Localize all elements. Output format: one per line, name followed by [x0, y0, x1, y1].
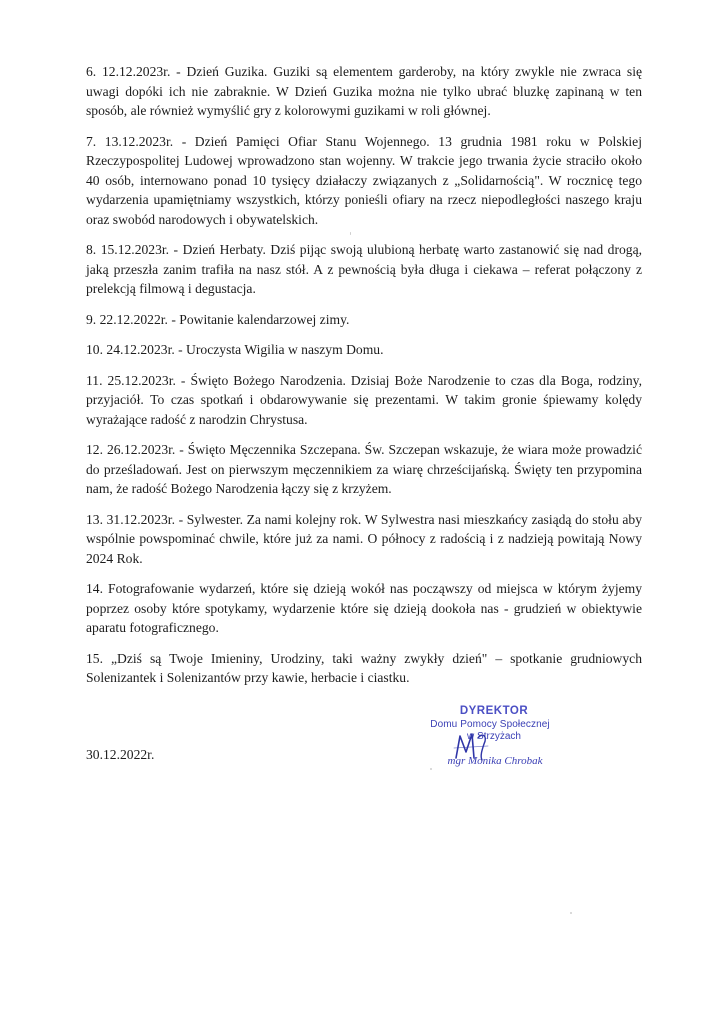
- list-item: 10. 24.12.2023r. - Uroczysta Wigilia w naszym Domu.: [86, 342, 384, 357]
- event-list: [86, 62, 642, 699]
- list-item: 12. 26.12.2023r. - Święto Męczennika Szczepana. Św. Szczepan wskazuje, że wiara może prowadzić do prześladowań. Jest on pierwszym męczennikiem za wiarę chrześcijańską. Święty ten przypomina nam, że radość Bożego Narodzenia łączy się z krzyżem.: [86, 442, 642, 496]
- stamp-institution: Domu Pomocy Społecznej: [430, 719, 550, 730]
- scan-speck: [430, 768, 432, 770]
- stamp-location: w Strzyżach: [467, 731, 521, 742]
- list-item: 7. 13.12.2023r. - Dzień Pamięci Ofiar Stanu Wojennego. 13 grudnia 1981 roku w Polskiej Rzeczypospolitej Ludowej wprowadzono stan wojenny. W trakcie jego trwania życie straciło około 40 osób, internowano ponad 10 tysięcy działaczy związanych z „Solidarnością". W rocznicę tego wydarzenia upamiętniamy wszystkich, którzy ponieśli ofiary na rzecz niepodległości naszego kraju oraz swobód narodowych i obywatelskich.: [86, 133, 642, 227]
- document-date: 30.12.2022r.: [86, 747, 155, 762]
- stamp-signatory-name: mgr Monika Chrobak: [447, 755, 543, 767]
- stamp-title: DYREKTOR: [459, 705, 529, 717]
- list-item: 14. Fotografowanie wydarzeń, które się dzieją wokół nas począwszy od miejsca w którym żyjemy poprzez osoby które spotykamy, wydarzenie które się dzieją dookoła nas - grudzień w obiektywie aparatu fotograficznego.: [86, 581, 642, 635]
- scan-speck: [350, 232, 351, 235]
- list-item: 15. „Dziś są Twoje Imieniny, Urodziny, taki ważny zwykły dzień" – spotkanie grudniowych Solenizantek i Solenizantów przy kawie, herbacie i ciastku.: [86, 650, 642, 685]
- scan-speck: [570, 912, 572, 914]
- list-item: 8. 15.12.2023r. - Dzień Herbaty. Dziś pijąc swoją ulubioną herbatę warto zastanowić się nad drogą, jaką przeszła zanim trafiła na nasz stół. A z pewnością była długa i ciekawa – referat połączony z prelekcją filmową i degustacja.: [86, 242, 642, 296]
- list-item: 6. 12.12.2023r. - Dzień Guzika. Guziki są elementem garderoby, na który zwykle nie zwraca się uwagi dopóki ich nie zabraknie. W Dzień Guzika można nie tylko ubrać bluzkę zapinaną w ten sposób, ale również wymyślić gry z kolorowymi guzikami w roli głównej.: [86, 64, 642, 118]
- handwritten-signature: [452, 728, 492, 764]
- list-item: 9. 22.12.2022r. - Powitanie kalendarzowej zimy.: [86, 311, 350, 327]
- director-stamp: [408, 705, 578, 775]
- list-item: 13. 31.12.2023r. - Sylwester. Za nami kolejny rok. W Sylwestra nasi mieszkańcy zasiądą do stołu aby wspólnie powspominać chwile, które już za nami. O północy z radością i z nadzieją powitają Nowy 2024 Rok.: [86, 511, 642, 566]
- list-item: 11. 25.12.2023r. - Święto Bożego Narodzenia. Dzisiaj Boże Narodzenie to czas dla Boga, rodziny, przyjaciół. To czas spotkań i obdarowywanie się prezentami. W takim gronie śpiewamy kolędy wyrażające radość z narodzin Chrystusa.: [86, 372, 642, 427]
